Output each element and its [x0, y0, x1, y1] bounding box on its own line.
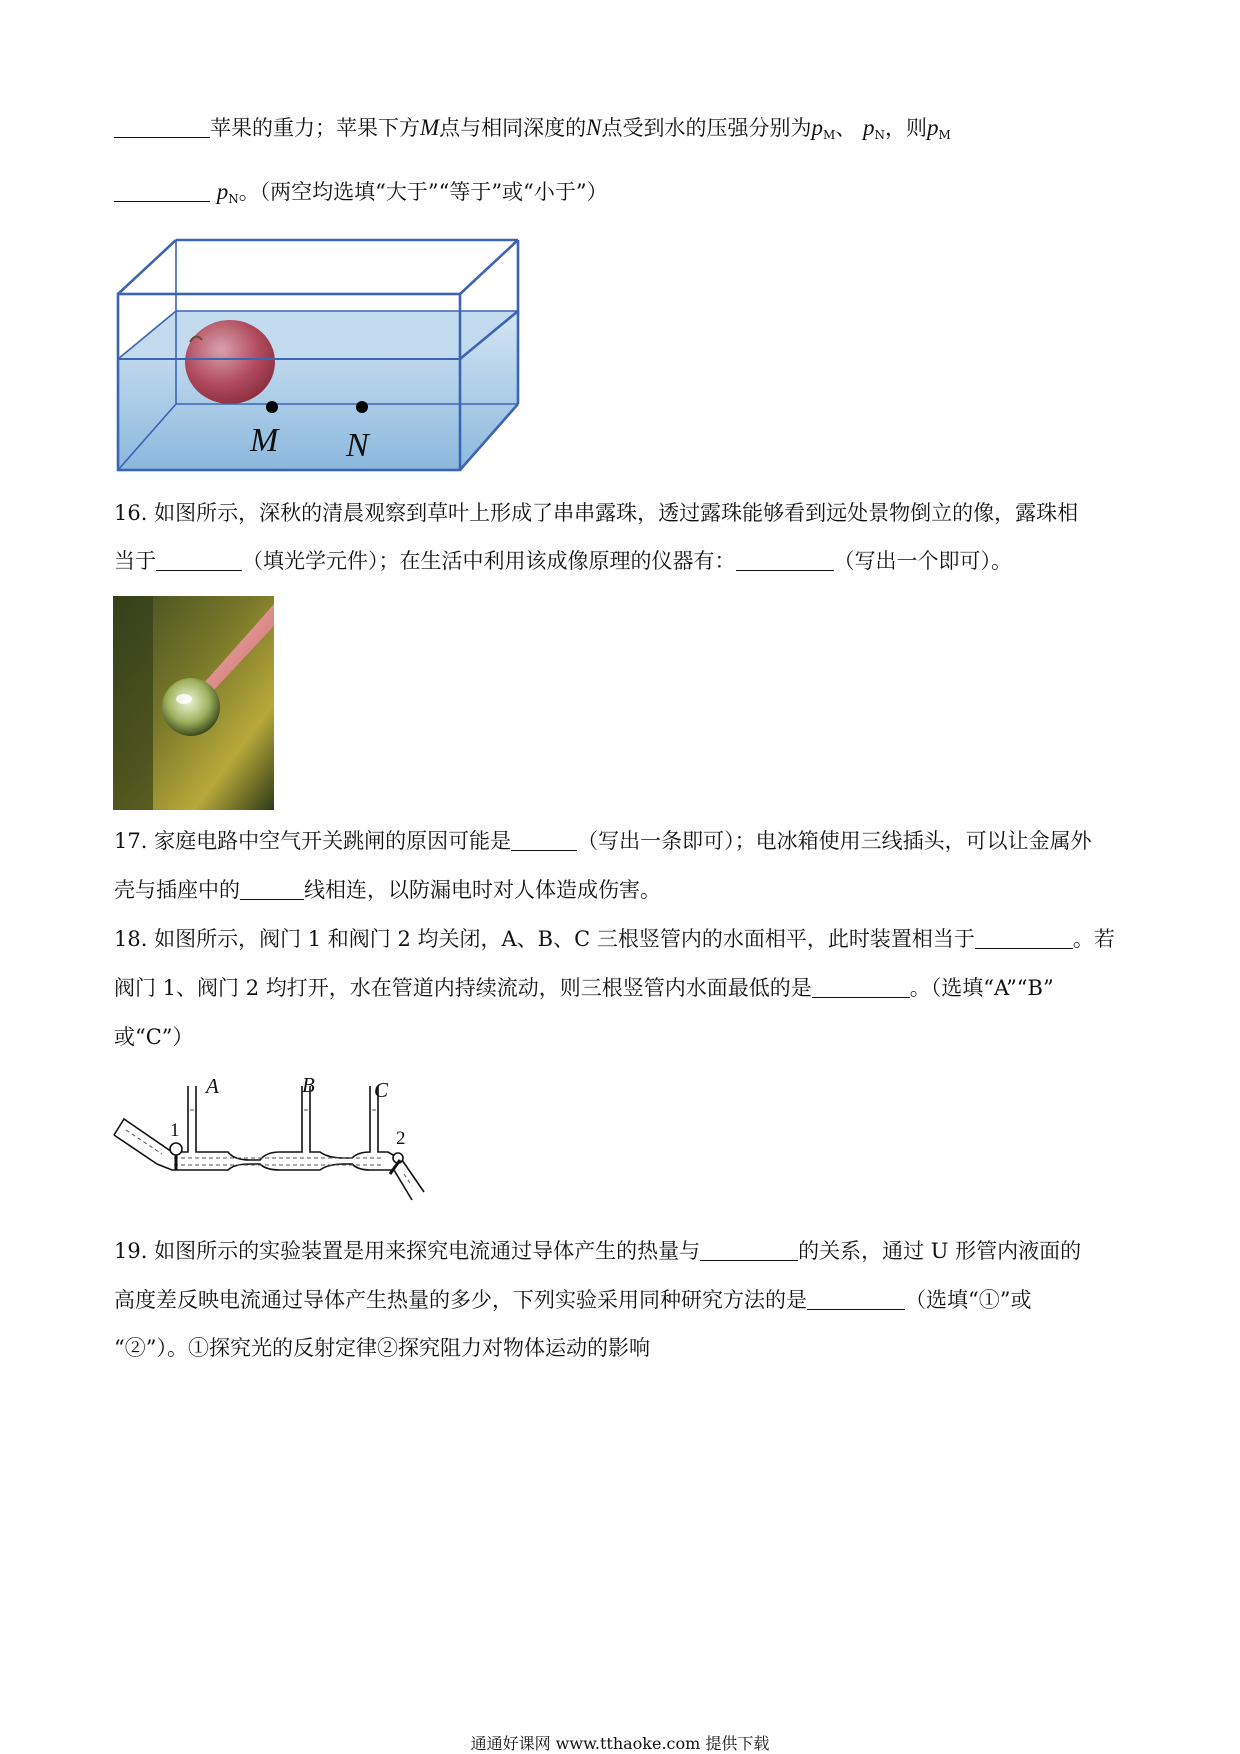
label-c: C [374, 1078, 389, 1102]
q18-line-1: 18. 如图所示，阀门 1 和阀门 2 均关闭，A、B、C 三根竖管内的水面相平，此时装置相当于 。若 [114, 927, 1115, 951]
answer-blank[interactable] [156, 548, 242, 571]
tank-apple-figure [110, 232, 530, 482]
q19-line-2: 高度差反映电流通过导体产生热量的多少，下列实验采用同种研究方法的是 （选填“①”或 [114, 1288, 1032, 1312]
answer-blank[interactable] [114, 179, 210, 202]
answer-blank[interactable] [807, 1287, 905, 1310]
answer-blank[interactable] [240, 877, 304, 900]
q15-line-2: $p_N$。（两空均选填“大于”“等于”或“小于”） [114, 177, 608, 214]
answer-blank[interactable] [736, 548, 834, 571]
label-m: M [250, 422, 279, 459]
q15-line-1: 苹果的重力；苹果下方M点与相同深度的N点受到水的压强分别为$p_M$、 $p_N$，则$p_M$ [114, 113, 951, 150]
q16-line-2: 当于 （填光学元件）；在生活中利用该成像原理的仪器有： （写出一个即可）。 [114, 549, 1012, 573]
answer-blank[interactable] [511, 828, 577, 851]
apple [185, 320, 275, 404]
answer-blank[interactable] [114, 115, 210, 138]
q16-line-1: 16. 如图所示，深秋的清晨观察到草叶上形成了串串露珠，透过露珠能够看到远处景物倒立的像，露珠相 [114, 501, 1079, 525]
footer: 通通好课网 www.tthaoke.com 提供下载 [470, 1734, 770, 1753]
q19-line-1: 19. 如图所示的实验装置是用来探究电流通过导体产生的热量与 的关系，通过 U 形管内液面的 [114, 1239, 1082, 1263]
answer-blank[interactable] [812, 975, 910, 998]
q18-line-3: 或“C”） [114, 1025, 194, 1049]
answer-blank[interactable] [700, 1238, 798, 1261]
label-b: B [302, 1073, 315, 1097]
q18-line-2: 阀门 1、阀门 2 均打开，水在管道内持续流动，则三根竖管内水面最低的是 。（选填“A”“B” [114, 976, 1054, 1000]
connected-vessels-figure [112, 1070, 432, 1205]
label-valve-2: 2 [396, 1128, 406, 1149]
label-a: A [206, 1074, 219, 1098]
dewdrop-photo [113, 596, 274, 810]
valve-1 [170, 1143, 182, 1155]
point-m [266, 401, 278, 413]
answer-blank[interactable] [975, 926, 1073, 949]
q17-line-2: 壳与插座中的 线相连，以防漏电时对人体造成伤害。 [114, 878, 661, 902]
q19-line-3: “②”）。①探究光的反射定律②探究阻力对物体运动的影响 [114, 1336, 650, 1360]
label-n: N [346, 427, 369, 464]
q17-line-1: 17. 家庭电路中空气开关跳闸的原因可能是 （写出一条即可）；电冰箱使用三线插头，可以让金属外 [114, 829, 1092, 853]
label-valve-1: 1 [170, 1120, 180, 1141]
point-n [356, 401, 368, 413]
